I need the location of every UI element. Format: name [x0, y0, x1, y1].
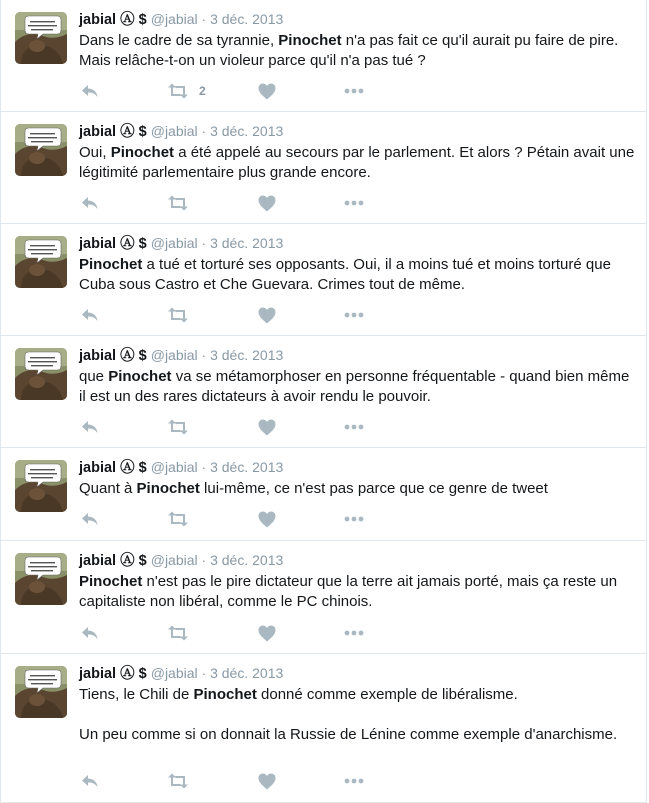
like-icon	[258, 195, 276, 212]
more-button[interactable]	[344, 623, 364, 643]
tweet-text	[79, 479, 639, 499]
more-button[interactable]	[344, 417, 364, 437]
more-icon	[344, 424, 364, 430]
reply-icon	[81, 625, 99, 641]
display-name[interactable]: jabial Ⓐ $	[79, 666, 147, 682]
more-icon	[344, 516, 364, 522]
tweet-text	[79, 572, 639, 612]
tweet-header	[79, 234, 283, 253]
tweet-date[interactable]: 3 déc. 2013	[210, 665, 284, 681]
like-button[interactable]	[258, 623, 276, 643]
retweet-button[interactable]	[166, 771, 199, 791]
reply-icon	[81, 773, 99, 789]
display-name[interactable]: jabial Ⓐ $	[79, 460, 147, 476]
retweet-icon	[166, 307, 190, 323]
avatar[interactable]	[15, 553, 67, 605]
tweet[interactable]	[0, 224, 647, 336]
retweet-icon	[166, 773, 190, 789]
highlighted-term: Pinochet	[136, 480, 200, 497]
tweet-actions	[79, 771, 379, 791]
retweet-button[interactable]	[166, 81, 206, 101]
like-icon	[258, 511, 276, 528]
tweet-actions	[79, 417, 379, 437]
tweet[interactable]	[0, 541, 647, 654]
reply-icon	[81, 83, 99, 99]
tweet-text-segment: a tué et torturé ses opposants. Oui, il a moins tué et moins torturé que Cuba sous Castro et Che Guevara. Crimes tout de même.	[79, 256, 616, 293]
retweet-icon	[166, 419, 190, 435]
more-button[interactable]	[344, 771, 364, 791]
more-icon	[344, 88, 364, 94]
avatar[interactable]	[15, 348, 67, 400]
like-icon	[258, 773, 276, 790]
highlighted-term: Pinochet	[278, 32, 342, 49]
more-button[interactable]	[344, 305, 364, 325]
avatar[interactable]	[15, 12, 67, 64]
tweet[interactable]	[0, 112, 647, 224]
avatar[interactable]	[15, 666, 67, 718]
tweet-header	[79, 122, 283, 141]
reply-button[interactable]	[81, 509, 99, 529]
user-handle[interactable]: @jabial	[150, 459, 198, 475]
tweet-header	[79, 346, 283, 365]
tweet-date[interactable]: 3 déc. 2013	[210, 347, 284, 363]
reply-button[interactable]	[81, 305, 99, 325]
more-icon	[344, 312, 364, 318]
reply-button[interactable]	[81, 623, 99, 643]
separator-dot: ·	[197, 235, 211, 251]
tweet[interactable]	[0, 448, 647, 541]
separator-dot: ·	[197, 347, 211, 363]
tweet[interactable]	[0, 336, 647, 448]
user-handle[interactable]: @jabial	[150, 665, 198, 681]
retweet-icon	[166, 625, 190, 641]
avatar[interactable]	[15, 460, 67, 512]
like-button[interactable]	[258, 305, 276, 325]
tweet-actions	[79, 193, 379, 213]
tweet-header	[79, 458, 283, 477]
tweet-text	[79, 685, 639, 745]
like-icon	[258, 625, 276, 642]
retweet-button[interactable]	[166, 623, 199, 643]
display-name[interactable]: jabial Ⓐ $	[79, 348, 147, 364]
tweet[interactable]	[0, 0, 647, 112]
tweet-header	[79, 664, 283, 683]
user-handle[interactable]: @jabial	[150, 123, 198, 139]
separator-dot: ·	[197, 665, 211, 681]
tweet-text-segment: que	[79, 368, 109, 385]
separator-dot: ·	[197, 123, 211, 139]
retweet-count: 2	[199, 84, 206, 98]
retweet-button[interactable]	[166, 417, 199, 437]
more-button[interactable]	[344, 193, 364, 213]
tweet-actions	[79, 509, 379, 529]
tweet-date[interactable]: 3 déc. 2013	[210, 552, 284, 568]
reply-button[interactable]	[81, 771, 99, 791]
highlighted-term: Pinochet	[79, 573, 143, 590]
like-button[interactable]	[258, 771, 276, 791]
display-name[interactable]: jabial Ⓐ $	[79, 124, 147, 140]
display-name[interactable]: jabial Ⓐ $	[79, 236, 147, 252]
tweet-actions	[79, 81, 379, 101]
tweet-header	[79, 10, 283, 29]
retweet-button[interactable]	[166, 509, 199, 529]
reply-icon	[81, 307, 99, 323]
retweet-button[interactable]	[166, 193, 199, 213]
like-icon	[258, 419, 276, 436]
user-handle[interactable]: @jabial	[150, 11, 198, 27]
tweet-text-segment: n'a pas fait ce qu'il aurait pu faire de pire. Mais relâche-t-on un violeur parce qu'il n'a pas tué ?	[79, 32, 623, 69]
tweet-text-segment: Quant à	[79, 480, 137, 497]
tweet-date[interactable]: 3 déc. 2013	[210, 123, 284, 139]
more-button[interactable]	[344, 509, 364, 529]
tweet-date[interactable]: 3 déc. 2013	[210, 11, 284, 27]
tweet-text	[79, 255, 639, 295]
reply-icon	[81, 511, 99, 527]
tweet-text-segment: lui-même, ce n'est pas parce que ce genre de tweet	[199, 480, 548, 497]
tweet-text-segment: donné comme exemple de libéralisme. Un peu comme si on donnait la Russie de Lénine comme exemple d'anarchisme.	[79, 686, 618, 743]
reply-button[interactable]	[81, 193, 99, 213]
tweet-text	[79, 143, 639, 183]
like-button[interactable]	[258, 81, 276, 101]
highlighted-term: Pinochet	[193, 686, 257, 703]
like-icon	[258, 307, 276, 324]
tweet[interactable]	[0, 654, 647, 803]
more-icon	[344, 778, 364, 784]
separator-dot: ·	[197, 11, 211, 27]
user-handle[interactable]: @jabial	[150, 235, 198, 251]
reply-icon	[81, 419, 99, 435]
retweet-button[interactable]	[166, 305, 199, 325]
highlighted-term: Pinochet	[108, 368, 172, 385]
tweet-text-segment: Dans le cadre de sa tyrannie,	[79, 32, 279, 49]
like-button[interactable]	[258, 417, 276, 437]
more-icon	[344, 200, 364, 206]
reply-icon	[81, 195, 99, 211]
more-icon	[344, 630, 364, 636]
like-button[interactable]	[258, 509, 276, 529]
tweet-text-segment: Oui,	[79, 144, 111, 161]
display-name[interactable]: jabial Ⓐ $	[79, 553, 147, 569]
tweet-text	[79, 31, 639, 71]
highlighted-term: Pinochet	[110, 144, 175, 161]
display-name[interactable]: jabial Ⓐ $	[79, 12, 147, 28]
like-icon	[258, 83, 276, 100]
separator-dot: ·	[197, 459, 211, 475]
avatar[interactable]	[15, 236, 67, 288]
user-handle[interactable]: @jabial	[150, 552, 198, 568]
tweet-text	[79, 367, 639, 407]
tweet-date[interactable]: 3 déc. 2013	[210, 235, 284, 251]
tweet-header	[79, 551, 283, 570]
avatar[interactable]	[15, 124, 67, 176]
retweet-icon	[166, 511, 190, 527]
retweet-icon	[166, 83, 190, 99]
tweet-text-segment: a été appelé au secours par le parlement. Et alors ? Pétain avait une légitimité parlementaire plus grande encore.	[79, 144, 639, 181]
tweet-date[interactable]: 3 déc. 2013	[210, 459, 284, 475]
tweet-text-segment: va se métamorphoser en personne fréquentable - quand bien même il est un des rares dictateurs à avoir rendu le pouvoir.	[79, 368, 634, 405]
tweet-text-segment: n'est pas le pire dictateur que la terre ait jamais porté, mais ça reste un capitaliste non libéral, comme le PC chinois.	[79, 573, 622, 610]
like-button[interactable]	[258, 193, 276, 213]
user-handle[interactable]: @jabial	[150, 347, 198, 363]
separator-dot: ·	[197, 552, 211, 568]
highlighted-term: Pinochet	[79, 256, 143, 273]
tweet-actions	[79, 305, 379, 325]
retweet-icon	[166, 195, 190, 211]
reply-button[interactable]	[81, 417, 99, 437]
tweet-text-segment: Tiens, le Chili de	[79, 686, 194, 703]
reply-button[interactable]	[81, 81, 99, 101]
more-button[interactable]	[344, 81, 364, 101]
tweet-actions	[79, 623, 379, 643]
